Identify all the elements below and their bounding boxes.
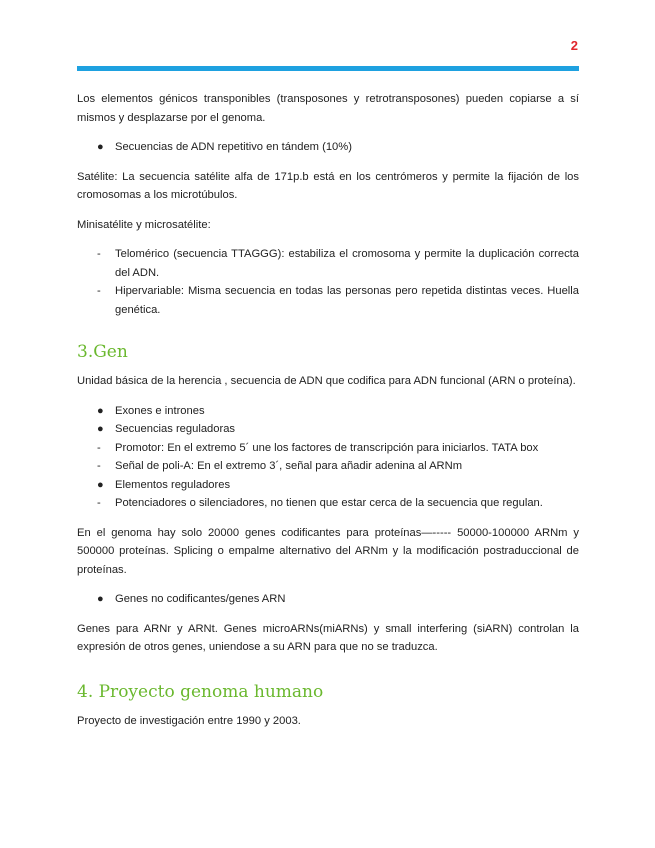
list-item <box>77 282 579 319</box>
list-item-text: Telomérico (secuencia TTAGGG): estabiliza el cromosoma y permite la duplicación correcta del ADN. <box>115 248 579 279</box>
list-item <box>77 457 579 476</box>
genoma-paragraph: En el genoma hay solo 20000 genes codificantes para proteínas—----- 50000-100000 ARNm y 500000 proteínas. Splicing o empalme alternativo del ARNm y la modificación postraduccional de proteínas. <box>77 526 579 576</box>
no-codificantes-list <box>77 590 579 609</box>
page-number: 2 <box>570 38 578 53</box>
header-rule <box>77 66 579 71</box>
gen-definition: Unidad básica de la herencia , secuencia de ADN que codifica para ADN funcional (ARN o proteína). <box>77 375 576 387</box>
satelite-paragraph: Satélite: La secuencia satélite alfa de 171p.b está en los centrómeros y permite la fijación de los cromosomas a los microtúbulos. <box>77 170 579 201</box>
list-item <box>77 420 579 439</box>
list-item-text: Secuencias de ADN repetitivo en tándem (10%) <box>115 141 352 153</box>
list-marker-icon: - <box>97 441 101 454</box>
satellite-types-list <box>77 245 579 319</box>
section-heading-gen: 3.Gen <box>77 342 128 362</box>
list-item <box>77 476 579 495</box>
genes-arn-paragraph: Genes para ARNr y ARNt. Genes microARNs(miARNs) y small interfering (siARN) controlan la expresión de otros genes, uniendose a su ARN para que no se traduzca. <box>77 622 579 653</box>
list-item <box>77 245 579 282</box>
list-item-text: Elementos reguladores <box>115 478 231 491</box>
document-body <box>77 90 579 741</box>
dash-icon: - <box>97 248 101 260</box>
list-marker-icon: ● <box>97 423 104 435</box>
gen-components-list <box>77 402 579 513</box>
intro-paragraph: Los elementos génicos transponibles (transposones y retrotransposones) pueden copiarse a sí mismos y desplazarse por el genoma. <box>77 93 579 124</box>
dash-icon: - <box>97 285 101 297</box>
list-item-text: Exones e intrones <box>115 404 205 417</box>
list-item <box>77 138 579 157</box>
list-item-text: Potenciadores o silenciadores, no tienen que estar cerca de la secuencia que regulan. <box>115 497 543 509</box>
list-item <box>77 439 579 458</box>
list-item <box>77 494 579 513</box>
list-item-text: Señal de poli-A: En el extremo 3´, señal para añadir adenina al ARNm <box>115 460 463 472</box>
list-marker-icon: ● <box>97 404 104 417</box>
list-item-text: Hipervariable: Misma secuencia en todas las personas pero repetida distintas veces. Huella genética. <box>115 285 579 316</box>
list-marker-icon: - <box>97 460 101 472</box>
list-marker-icon: - <box>97 497 101 509</box>
bullet-icon: ● <box>97 141 104 153</box>
tandem-list <box>77 138 579 157</box>
mini-micro-paragraph: Minisatélite y microsatélite: <box>77 218 211 231</box>
list-item-text: Genes no codificantes/genes ARN <box>115 593 286 605</box>
section-heading-proyecto: 4. Proyecto genoma humano <box>77 681 324 702</box>
list-item-text: Secuencias reguladoras <box>115 423 236 435</box>
list-marker-icon: ● <box>97 478 104 491</box>
list-item-text: Promotor: En el extremo 5´ une los factores de transcripción para iniciarlos. TATA box <box>115 441 539 454</box>
list-item <box>77 402 579 421</box>
list-item <box>77 590 579 609</box>
bullet-icon: ● <box>97 593 104 605</box>
proyecto-paragraph: Proyecto de investigación entre 1990 y 2003. <box>77 714 301 727</box>
